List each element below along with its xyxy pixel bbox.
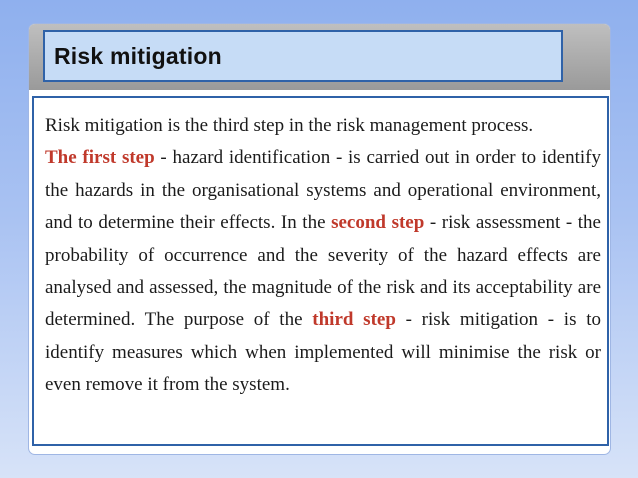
content-box	[32, 96, 609, 446]
paragraph-text-1: Risk mitigation is the third step in the risk management process.	[45, 115, 534, 136]
highlight-first-step: The first step	[45, 147, 155, 169]
paragraph-text-2: - hazard identification - is carried out in order to identify the hazards in the organisational systems and operational environment, and to determine their effects. In the	[45, 147, 601, 234]
paragraph-text-3: - risk assessment - the probability of occurrence and the severity of the hazard effects are analysed and assessed, the magnitude of the risk and its acceptability are determined. The purpose of the	[45, 212, 601, 331]
highlight-second-step: second step	[331, 212, 425, 234]
title-box	[43, 30, 563, 82]
paragraph-text-4: - risk mitigation - is to identify measures which when implemented will minimise the risk or even remove it from the system.	[45, 309, 601, 396]
slide-title: Risk mitigation	[54, 43, 222, 69]
body-paragraph	[45, 110, 601, 402]
highlight-third-step: third step	[312, 309, 396, 331]
